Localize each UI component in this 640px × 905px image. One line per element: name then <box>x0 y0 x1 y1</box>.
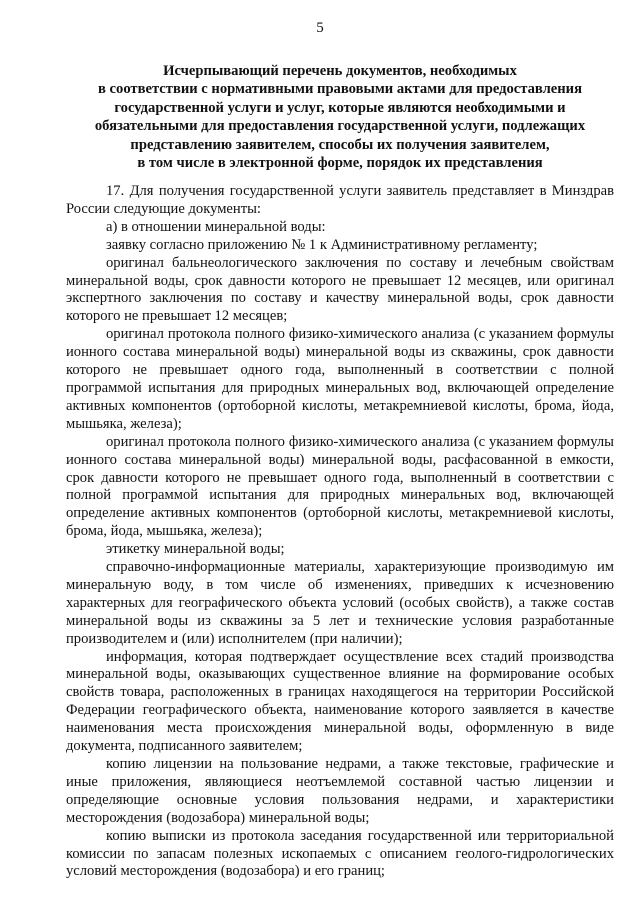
page-number: 5 <box>316 20 324 36</box>
body-text <box>66 183 614 881</box>
paragraph: справочно-информационные материалы, характеризующие производимую им минеральную воду, в том числе об изменениях, приведших к исчезновению характерных для географического объекта условий (особых свойств), а также состав минеральной воды из скважины за 5 лет и технические условия разработанные производителем и (или) исполнителем (при наличии); <box>66 559 614 647</box>
paragraph: 17. Для получения государственной услуги заявитель представляет в Минздрав России следующие документы: <box>66 183 614 217</box>
heading-line: представлению заявителем, способы их получения заявителем, <box>130 136 550 153</box>
paragraph: информация, которая подтверждает осуществление всех стадий производства минеральной воды, оказывающих существенное влияние на формирование особых свойств товара, расположенных в границах находящегося на территории Российской Федерации географического объекта, наименование которого заявляется в качестве наименования места происхождения минеральной воды, оформленную в виде документа, подписанного заявителем; <box>66 648 614 755</box>
section-heading <box>70 62 610 172</box>
paragraph: этикетку минеральной воды; <box>106 541 285 558</box>
heading-line: Исчерпывающий перечень документов, необходимых <box>163 63 517 79</box>
heading-line: обязательными для предоставления государственной услуги, подлежащих <box>94 118 586 135</box>
paragraph: оригинал бальнеологического заключения по составу и лечебным свойствам минеральной воды, срок давности которого не превышает 12 месяцев, или оригинал экспертного заключения по составу и качеству минеральной воды, срок давности которого не превышает 12 месяцев; <box>66 254 614 325</box>
paragraph: заявку согласно приложению № 1 к Административному регламенту; <box>106 236 538 253</box>
paragraph: копию выписки из протокола заседания государственной или территориальной комиссии по запасам полезных ископаемых с описанием геолого-гидрологических условий месторождения (водозабора) и его границ; <box>66 827 614 880</box>
paragraph: оригинал протокола полного физико-химического анализа (с указанием формулы ионного состава минеральной воды) минеральной воды, расфасованной в емкости, срок давности которого не превышает одного года, выполненный в соответствии с полной программой испытания для природных минеральных вод, включающей определение активных компонентов (ортоборной кислоты, метакремниевой кислоты, брома, йода, мышьяка, железа); <box>66 433 614 540</box>
heading-line: в соответствии с нормативными правовыми актами для предоставления <box>98 81 582 98</box>
heading-line: государственной услуги и услуг, которые являются необходимыми и <box>114 99 566 116</box>
paragraph: а) в отношении минеральной воды: <box>106 218 326 235</box>
paragraph: копию лицензии на пользование недрами, а также текстовые, графические и иные приложения, являющиеся неотъемлемой составной частью лицензии и определяющие основные условия пользования недрами, и характеристики месторождения (водозабора) минеральной воды; <box>66 756 614 826</box>
paragraph: оригинал протокола полного физико-химического анализа (с указанием формулы ионного состава минеральной воды) минеральной воды из скважины, срок давности которого не превышает одного года, выполненный в соответствии с полной программой испытания для природных минеральных вод, включающей определение активных компонентов (ортоборной кислоты, метакремниевой кислоты, брома, йода, мышьяка, железа); <box>66 326 614 432</box>
heading-line: в том числе в электронной форме, порядок их представления <box>137 155 543 172</box>
